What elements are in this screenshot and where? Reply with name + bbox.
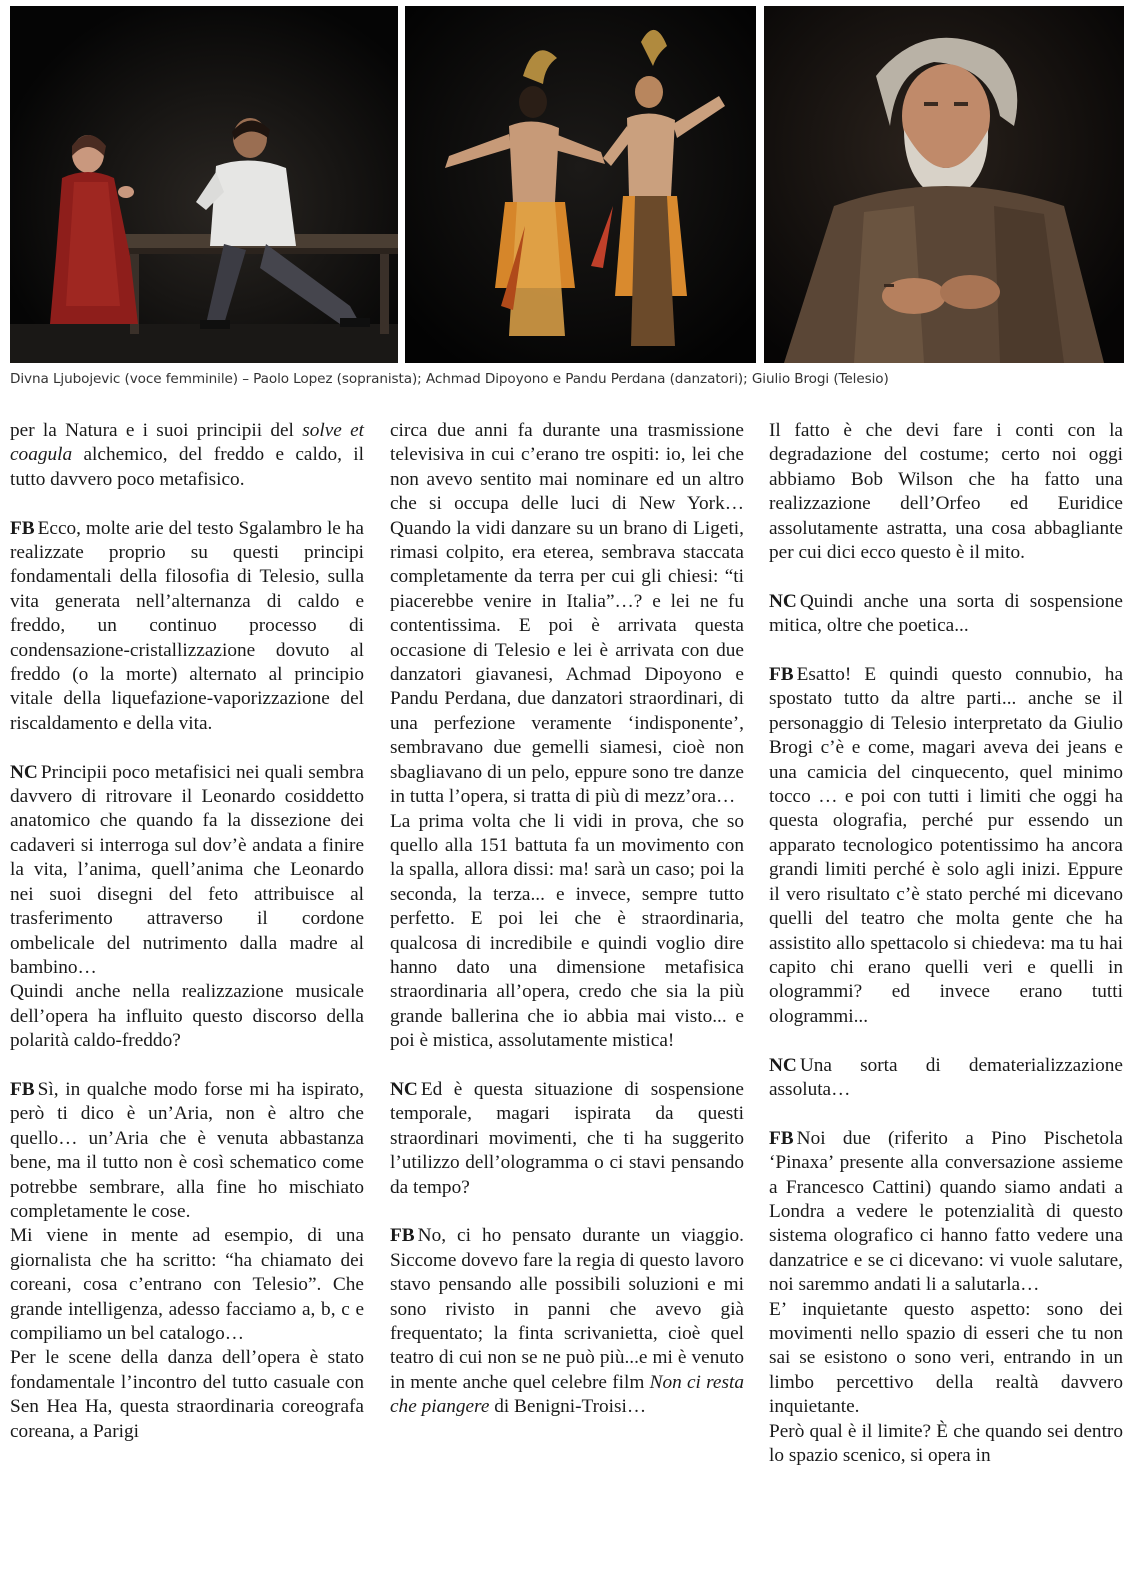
speaker-initials: FB [390, 1225, 415, 1247]
speaker-initials: FB [10, 517, 35, 539]
paragraph [769, 590, 1123, 639]
speaker-initials: NC [10, 761, 38, 783]
paragraph-text: La prima volta che li vidi in prova, che so quello alla 151 battuta fa un movimento con la spalla, allora dissi: ma! sarà un caso; poi la seconda, la terza... e invece, sempre tutto perfetto. E poi lei che è straordinaria, qualcosa di incredibile e quindi voglio dire hanno dato una dimensione metafisica straordinaria all’opera, credo che sia la più grande ballerina che io abbia mai visto... e poi è mistica, assolutamente mistica! [390, 810, 744, 1052]
paragraph [390, 1078, 744, 1200]
paragraph-text: di Benigni-Troisi… [489, 1396, 647, 1418]
photo-singers [10, 6, 398, 363]
speaker-initials: NC [390, 1078, 418, 1100]
paragraph [10, 761, 364, 981]
paragraph [10, 1346, 364, 1444]
paragraph [769, 1298, 1123, 1420]
paragraph [769, 1420, 1123, 1469]
paragraph-text: Il fatto è che devi fare i conti con la degradazione del costume; certo noi oggi abbiamo Bob Wilson che ha fatto una realizzazione dell’Orfeo ed Euridice assolutamente astratta, una cosa abbagliante per cui dici ecco questo è il mito. [769, 420, 1123, 564]
paragraph-text: Sì, in qualche modo forse mi ha ispirato, però ti dico è un’Aria, non è altro che quello… un’Aria che è venuta abbastanza bene, ma il tutto non è così schematico come potrebbe sembrare, alla fine ho mischiato completamente le cose. [10, 1078, 364, 1222]
speaker-initials: NC [769, 590, 797, 612]
paragraph [10, 1078, 364, 1224]
paragraph-text: Ecco, molte arie del testo Sgalambro le ha realizzate proprio su questi principi fondamentali della filosofia di Telesio, sulla vita generata nell’alternanza di caldo e freddo, un continuo processo di condensazione-cristallizzazione dovuto al freddo (o la morte) alternato al principio vitale della liquefazione-vaporizzazione del riscaldamento e della vita. [10, 517, 364, 734]
paragraph-text: Principii poco metafisici nei quali sembra davvero di ritrovare il Leonardo cosiddetto anatomico che quando fa la dissezione dei cadaveri si interroga sul dov’è andata a finire la vita, l’anima, quell’anima che Leonardo nei suoi disegni del feto attribuisce al trasferimento attraverso il cordone ombelicale del nutrimento dalla madre al bambino… [10, 761, 364, 978]
paragraph-text: E’ inquietante questo aspetto: sono dei movimenti nello spazio di esseri che tu non sai se esistono o sono veri, entrando in un limbo percettivo della realtà davvero inquietante. [769, 1298, 1123, 1418]
paragraph-text: Una sorta di dematerializzazione assoluta… [769, 1054, 1123, 1100]
speaker-initials: FB [769, 664, 794, 686]
speaker-initials: FB [10, 1078, 35, 1100]
singers-image [10, 6, 398, 363]
text-column-2 [390, 419, 744, 1420]
text-column-1 [10, 419, 364, 1444]
telesio-image [764, 6, 1124, 363]
speaker-initials: NC [769, 1054, 797, 1076]
paragraph-text: Quindi anche nella realizzazione musicale dell’opera ha influito questo discorso della polarità caldo-freddo? [10, 981, 364, 1052]
dancers-image [405, 6, 756, 363]
paragraph [769, 1054, 1123, 1103]
photo-caption: Divna Ljubojevic (voce femminile) – Paolo Lopez (sopranista); Achmad Dipoyono e Pandu Perdana (danzatori); Giulio Brogi (Telesio) [10, 371, 889, 387]
paragraph-text: Esatto! E quindi questo connubio, ha spostato tutto da altre parti... anche se il personaggio di Telesio interpretato da Giulio Brogi c’è e come, magari aveva dei jeans e una camicia del cinquecento, quel minimo tocco … e poi con tutti i limiti che oggi ha questa olografia, perché pur essendo un apparato tecnologico potentissimo ha ancora grandi limiti perché è solo agli inizi. Eppure il vero risultato c’è stato perché mi dicevano quelli del teatro che molta gente che ha assistito allo spettacolo si chiedeva: ma tu hai capito chi erano quelli veri e quelli in ologrammi? ed invece erano tutti ologrammi... [769, 664, 1123, 1027]
paragraph-text: alchemico, del freddo e caldo, il tutto davvero poco metafisico. [10, 444, 364, 490]
paragraph [10, 517, 364, 737]
paragraph [390, 1224, 744, 1419]
paragraph [769, 419, 1123, 565]
paragraph-text: Noi due (riferito a Pino Pischetola ‘Pinaxa’ presente alla conversazione assieme a Francesco Cattini) quando siamo andati a Londra a vedere le potenzialità di questo sistema olografico ci hanno fatto vedere una danzatrice e se ci dicevano: vi vuole salutare, noi saremmo andati li a salutarla… [769, 1127, 1123, 1296]
paragraph-text: Però qual è il limite? È che quando sei dentro lo spazio scenico, si opera in [769, 1420, 1123, 1466]
paragraph-text: circa due anni fa durante una trasmissione televisiva in cui c’erano tre ospiti: io, lei che non avevo sentito mai nominare ed un altro che si occupa delle luci di New York… Quando la vidi danzare su un brano di Ligeti, rimasi colpito, era eterea, sembrava staccata completamente da terra per cui gli chiesi: “ti piacerebbe venire in Italia”…? e lei ne fu contentissima. E poi è arrivata questa occasione di Telesio e lei è arrivata con due danzatori giavanesi, Achmad Dipoyono e Pandu Perdana, due danzatori straordinari, di una perfezione veramente ‘indisponente’, sembravano due gemelli siamesi, cioè non sbagliavano di un pelo, eppure sono tre danze in tutta l’opera, si tratta di più di mezz’ora… [390, 420, 744, 808]
photo-telesio [764, 6, 1124, 363]
paragraph [769, 1127, 1123, 1298]
paragraph-text: No, ci ho pensato durante un viaggio. Siccome dovevo fare la regia di questo lavoro stavo pensando alle possibili soluzioni e mi sono rivisto in panni che avevo già frequentato; la finta scrivanietta, cioè quel teatro di cui non se ne può più...e mi è venuto in mente anche quel celebre film [390, 1225, 744, 1393]
paragraph [10, 1224, 364, 1346]
paragraph [769, 663, 1123, 1029]
paragraph-text: per la Natura e i suoi principii del [10, 420, 303, 441]
paragraph-text: Mi viene in mente ad esempio, di una giornalista che ha scritto: “ha chiamato dei coreani, cosa c’entrano con Telesio”. Che grande intelligenza, adesso facciamo a, b, c e compiliamo un bel catalogo… [10, 1225, 364, 1344]
paragraph [10, 419, 364, 492]
italic-text: Non ci resta che piangere [390, 1371, 744, 1418]
paragraph-text: Per le scene della danza dell’opera è stato fondamentale l’incontro del tutto casuale con Sen Hea Ha, questa straordinaria coreografa coreana, a Parigi [10, 1347, 364, 1442]
paragraph-text: Ed è questa situazione di sospensione temporale, magari ispirata da questi straordinari movimenti, che ti ha suggerito l’utilizzo dell’ologramma o ci stavi pensando da tempo? [390, 1078, 744, 1198]
paragraph [390, 810, 744, 1054]
paragraph [390, 419, 744, 810]
paragraph-text: Quindi anche una sorta di sospensione mitica, oltre che poetica... [769, 590, 1123, 637]
photo-dancers [405, 6, 756, 363]
italic-text: solve et coagula [10, 420, 364, 466]
text-column-3 [769, 419, 1123, 1468]
paragraph [10, 980, 364, 1053]
speaker-initials: FB [769, 1127, 794, 1149]
